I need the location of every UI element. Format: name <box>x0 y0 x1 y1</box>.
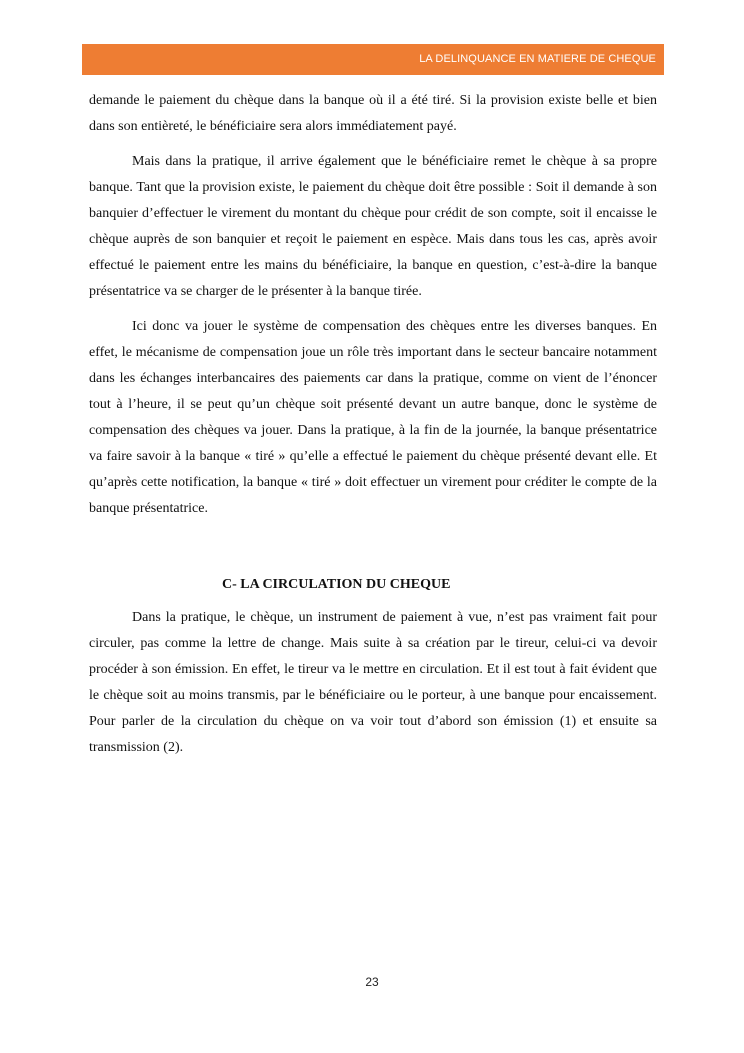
running-header-title: LA DELINQUANCE EN MATIERE DE CHEQUE <box>419 53 656 65</box>
paragraph-continuation: demande le paiement du chèque dans la banque où il a été tiré. Si la provision existe belle et bien dans son entièreté, le bénéficiaire sera alors immédiatement payé. <box>89 93 657 134</box>
page-number: 23 <box>365 975 379 989</box>
paragraph-presenting-bank: Mais dans la pratique, il arrive également que le bénéficiaire remet le chèque à sa propre banque. Tant que la provision existe, le paiement du chèque doit être possible : Soit il demande à son banquier d’effectuer le virement du montant du chèque pour crédit de son compte, soit il encaisse le chèque auprès de son banquier et reçoit le paiement en espèce. Mais dans tous les cas, après avoir effectué le paiement entre les mains du bénéficiaire, la banque en question, c’est-à-dire la banque présentatrice va se charger de le présenter à la banque tirée. <box>89 154 657 299</box>
section-heading: C- LA CIRCULATION DU CHEQUE <box>222 577 451 592</box>
running-header-bar <box>82 44 664 75</box>
paragraph-circulation: Dans la pratique, le chèque, un instrument de paiement à vue, n’est pas vraiment fait pour circuler, pas comme la lettre de change. Mais suite à sa création par le tireur, celui-ci va devoir procéder à son émission. En effet, le tireur va le mettre en circulation. Et il est tout à fait évident que le chèque soit au moins transmis, par le bénéficiaire ou le porteur, à une banque pour encaissement. Pour parler de la circulation du chèque on va voir tout d’abord son émission (1) et ensuite sa transmission (2). <box>89 610 657 755</box>
page-content <box>89 88 657 761</box>
paragraph-clearing-system: Ici donc va jouer le système de compensation des chèques entre les diverses banques. En effet, le mécanisme de compensation joue un rôle très important dans le secteur bancaire notamment dans les échanges interbancaires des paiements car dans la pratique, comme on vient de l’énoncer tout à l’heure, il se peut qu’un chèque soit présenté devant un autre banque, donc le système de compensation des chèques va jouer. Dans la pratique, à la fin de la journée, la banque présentatrice va faire savoir à la banque « tiré » qu’elle a effectué le paiement du chèque présenté devant elle. Et qu’après cette notification, la banque « tiré » doit effectuer un virement pour créditer le compte de la banque présentatrice. <box>89 319 657 516</box>
